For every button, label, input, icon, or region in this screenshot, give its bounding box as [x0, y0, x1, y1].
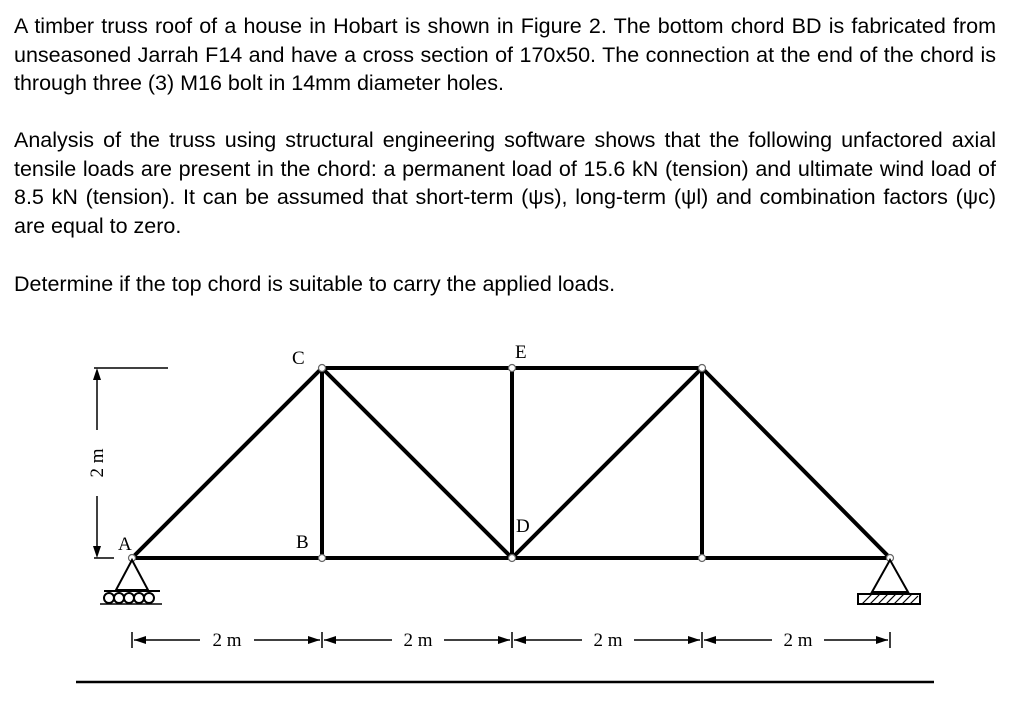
node-label-a: A	[118, 534, 132, 555]
problem-paragraph-2: Analysis of the truss using structural engineering software shows that the following unfactored axial tensile loads are present in the chord: a permanent load of 15.6 kN (tension) and ultimate wind load of 8.5 kN (tension). It can be assumed that short-term (ψs), long-term (ψl) and combination factors (ψc) are equal to zero.	[14, 128, 996, 238]
joint-E	[509, 365, 516, 372]
joint-B	[319, 555, 326, 562]
truss-members	[132, 368, 890, 558]
node-label-c: C	[292, 348, 305, 369]
joint-bottom-right	[699, 555, 706, 562]
node-label-d: D	[516, 516, 530, 537]
span-dimensions	[132, 632, 890, 648]
member-CD	[322, 368, 512, 558]
span-label-4: 2 m	[783, 630, 813, 651]
member-C-right-end	[702, 368, 890, 558]
problem-question: Determine if the top chord is suitable to carry the applied loads.	[14, 272, 616, 296]
span-label-3: 2 m	[593, 630, 623, 651]
span-label-2: 2 m	[403, 630, 433, 651]
member-AC	[132, 368, 322, 558]
joint-C	[319, 365, 326, 372]
problem-paragraph-1: A timber truss roof of a house in Hobart is shown in Figure 2. The bottom chord BD is fabricated from unseasoned Jarrah F14 and have a cross section of 170x50. The connection at the end of the chord is through three (3) M16 bolt in 14mm diameter holes.	[14, 14, 996, 95]
span-label-1: 2 m	[212, 630, 242, 651]
node-label-b: B	[296, 532, 309, 553]
member-D-top-right	[512, 368, 702, 558]
joint-top-right	[699, 365, 706, 372]
joint-D	[509, 555, 516, 562]
node-label-e: E	[515, 342, 527, 363]
roller-support-left	[100, 560, 162, 604]
pin-support-right	[858, 560, 920, 604]
height-label: 2 m	[87, 448, 108, 478]
truss-figure	[0, 330, 1024, 713]
